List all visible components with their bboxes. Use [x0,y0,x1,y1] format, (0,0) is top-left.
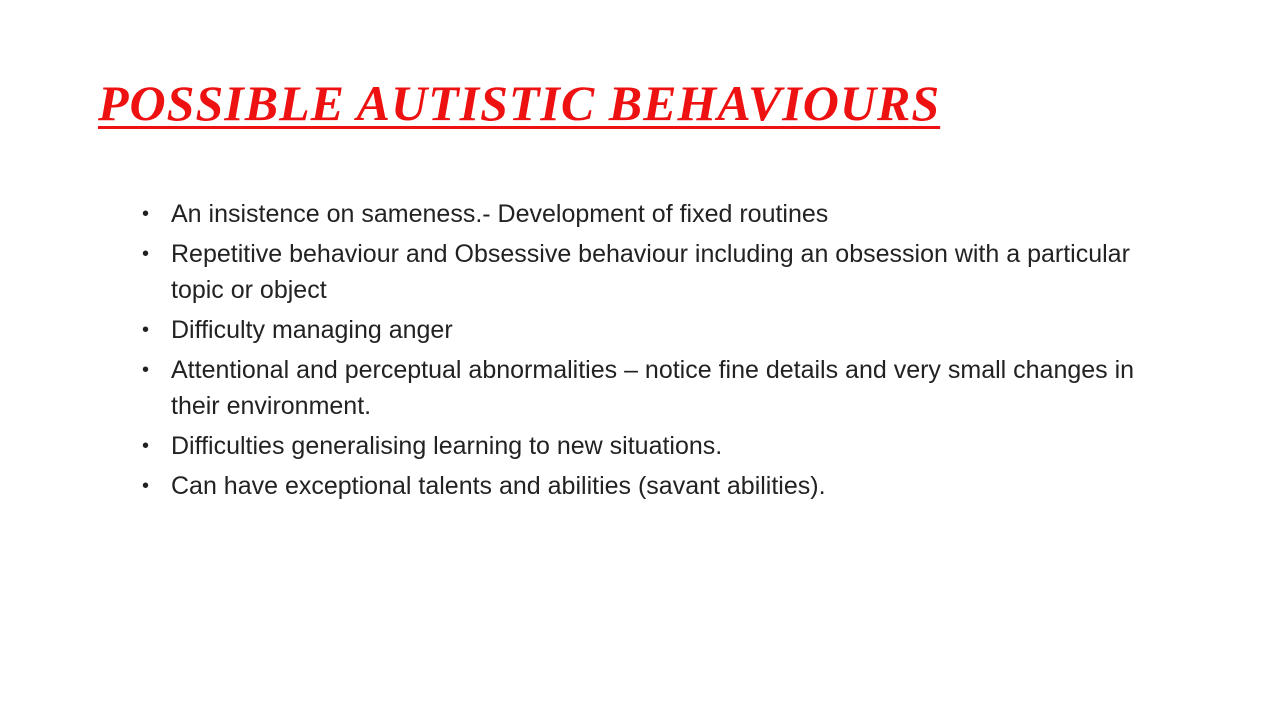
bullet-list [142,196,1172,508]
list-item [142,312,1172,348]
list-item [142,196,1172,232]
bullet-icon: • [142,243,150,265]
list-item-text: Difficulty managing anger [171,316,453,344]
bullet-icon: • [142,319,150,341]
bullet-icon: • [142,475,150,497]
list-item-text: Repetitive behaviour and Obsessive behaviour including an obsession with a particular topic or object [171,240,1130,304]
bullet-icon: • [142,203,150,225]
bullet-icon: • [142,435,150,457]
bullet-icon: • [142,359,150,381]
list-item [142,352,1172,424]
list-item [142,236,1172,308]
list-item-text: An insistence on sameness.- Development of fixed routines [171,200,829,228]
list-item-text: Attentional and perceptual abnormalities – notice fine details and very small changes in their environment. [171,356,1135,420]
list-item [142,428,1172,464]
slide-title: POSSIBLE AUTISTIC BEHAVIOURS [98,75,941,131]
list-item [142,468,1172,504]
list-item-text: Can have exceptional talents and abilities (savant abilities). [171,472,826,500]
list-item-text: Difficulties generalising learning to new situations. [171,432,723,460]
